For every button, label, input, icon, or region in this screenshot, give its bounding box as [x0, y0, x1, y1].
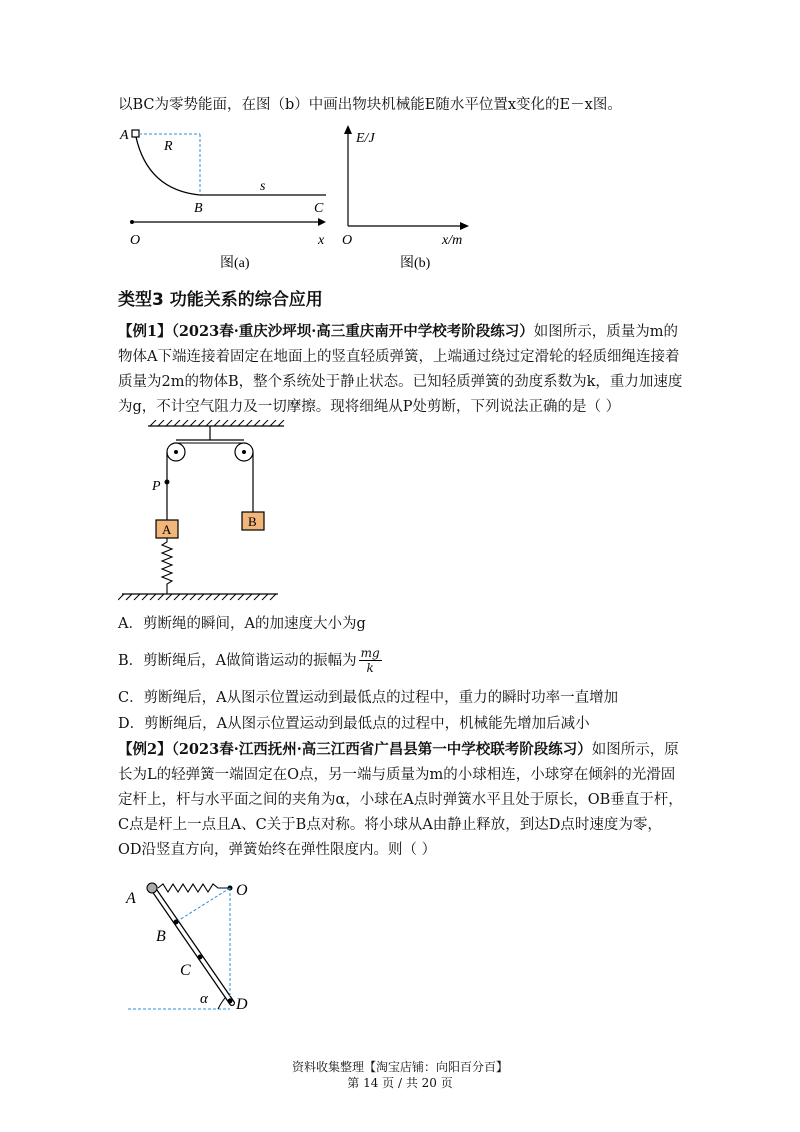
example2-tag: 【例2】	[118, 741, 172, 758]
point-P	[165, 480, 170, 485]
example2-text-4: OD沿竖直方向，弹簧始终在弹性限度内。则（ ）	[118, 842, 437, 858]
block-A-label: A	[162, 522, 172, 537]
example1-text-1: 物体A下端连接着固定在地面上的竖直轻质弹簧，上端通过绕过定滑轮的轻质细绳连接着	[118, 349, 680, 365]
ceiling-hatch	[150, 420, 284, 426]
example1-figure	[118, 420, 298, 605]
option-D: D．剪断绳后，A从图示位置运动到最低点的过程中，机械能先增加后减小	[118, 716, 590, 732]
section-title: 类型3 功能关系的综合应用	[118, 290, 323, 310]
figure-b	[338, 122, 478, 272]
y-axis-arrow-b	[344, 125, 352, 134]
caption-b: 图(b)	[400, 256, 431, 271]
example2-figure	[118, 875, 268, 1020]
label-E: E/J	[356, 131, 375, 146]
label-x-a: x	[318, 233, 325, 248]
example2-text-3: C点是杆上一点且A、C关于B点对称。将小球从A由静止释放，到达D点时速度为零，	[118, 817, 662, 833]
example2-source: （2023春·江西抚州·高三江西省广昌县第一中学校联考阶段练习）	[171, 741, 592, 758]
example2-text-1: 长为L的轻弹簧一端固定在O点，另一端与质量为m的小球相连，小球穿在倾斜的光滑固	[118, 767, 676, 783]
rod-inner	[152, 887, 232, 1003]
label-A-2: A	[126, 890, 136, 907]
option-B-fraction	[359, 646, 382, 675]
label-O-b: O	[342, 233, 353, 248]
label-C-2: C	[180, 962, 191, 979]
caption-a: 图(a)	[220, 256, 250, 271]
option-B	[118, 646, 382, 675]
origin-dot-a	[130, 220, 134, 224]
label-O-2: O	[236, 882, 248, 899]
label-P: P	[152, 479, 161, 494]
point-B	[174, 920, 179, 925]
point-C	[198, 955, 203, 960]
example1-source: （2023春·重庆沙坪坝·高三重庆南开中学校考阶段练习）	[171, 323, 534, 340]
example2-text-0: 如图所示，原	[591, 742, 679, 758]
label-B-2: B	[156, 928, 166, 945]
angle-arc	[218, 997, 226, 1009]
spring-2	[158, 884, 228, 892]
option-B-text: B．剪断绳后，A做简谐运动的振幅为	[118, 652, 357, 669]
label-x-b: x/m	[442, 233, 463, 248]
fraction-numerator: mg	[360, 646, 380, 660]
label-B: B	[194, 201, 203, 216]
figure-a	[118, 122, 348, 272]
example2-text-2: 定杆上，杆与水平面之间的夹角为α，小球在A点时弹簧水平且处于原长，OB垂直于杆，	[118, 792, 683, 808]
ball	[147, 883, 157, 893]
left-pulley-axle	[174, 450, 178, 454]
option-A: A．剪断绳的瞬间，A的加速度大小为g	[118, 616, 366, 632]
label-R: R	[164, 139, 173, 154]
x-axis-arrow-a	[318, 218, 326, 226]
spring	[162, 538, 172, 594]
intro-line: 以BC为零势能面，在图（b）中画出物块机械能E随水平位置x变化的E－x图。	[118, 97, 622, 113]
dash-OB	[176, 888, 230, 922]
ground-hatch	[118, 594, 276, 600]
example1-text-0: 如图所示，质量为m的	[533, 324, 679, 340]
option-C: C．剪断绳后，A从图示位置运动到最低点的过程中，重力的瞬时功率一直增加	[118, 690, 619, 706]
example1-text-3: 为g，不计空气阻力及一切摩擦。现将细绳从P处剪断，下列说法正确的是（ ）	[118, 399, 621, 415]
right-pulley-axle	[242, 450, 246, 454]
example1-first-line	[118, 322, 678, 342]
label-C: C	[314, 201, 324, 216]
label-D: D	[236, 996, 248, 1013]
label-O-a: O	[130, 233, 141, 248]
point-D	[228, 999, 233, 1004]
label-A: A	[120, 128, 129, 143]
label-alpha: α	[200, 991, 208, 1007]
block-B-label: B	[248, 514, 257, 529]
x-axis-arrow-b	[460, 222, 469, 230]
example2-first-line	[118, 740, 679, 760]
example1-tag: 【例1】	[118, 323, 172, 340]
footer-source: 资料收集整理【淘宝店铺：向阳百分百】	[291, 1060, 508, 1074]
label-s: s	[260, 179, 266, 194]
fraction-denominator: k	[366, 661, 374, 675]
example1-text-2: 质量为2m的物体B，整个系统处于静止状态。已知轻质弹簧的劲度系数为k，重力加速度	[118, 374, 683, 390]
block-a	[132, 130, 139, 137]
footer-page-number: 第 14 页 / 共 20 页	[347, 1076, 453, 1090]
